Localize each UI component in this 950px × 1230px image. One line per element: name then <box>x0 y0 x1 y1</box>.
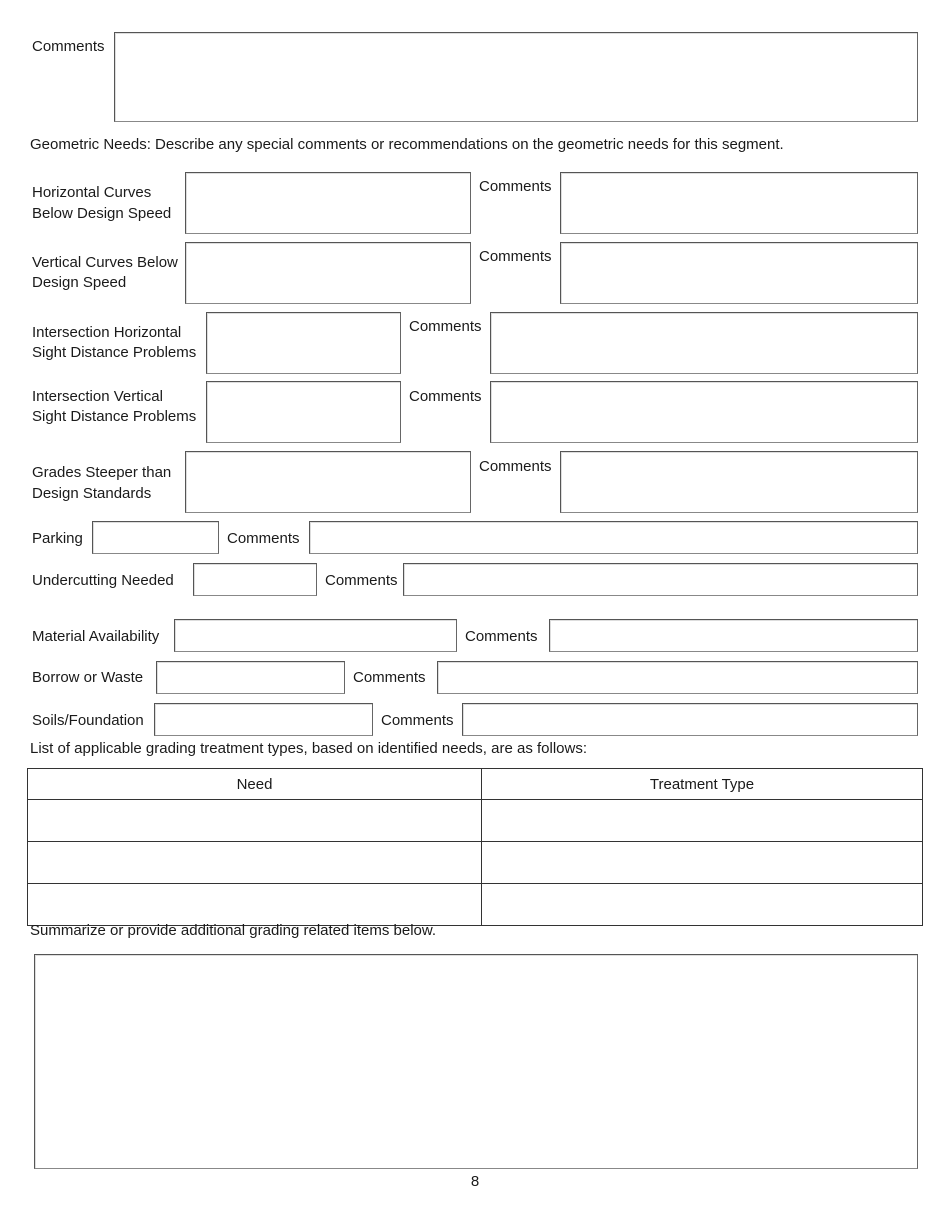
undercutting-input[interactable] <box>194 564 316 595</box>
horizontal-curves-comments-field[interactable] <box>560 172 918 234</box>
material-availability-comments-label: Comments <box>465 628 538 645</box>
intersection-vertical-field[interactable] <box>206 381 401 443</box>
soils-foundation-comments-field[interactable] <box>462 703 918 736</box>
summary-intro: Summarize or provide additional grading related items below. <box>30 922 437 939</box>
treatment-type-cell[interactable] <box>482 842 923 884</box>
intersection-vertical-input[interactable] <box>207 382 400 442</box>
vertical-curves-comments-field[interactable] <box>560 242 918 304</box>
intersection-horizontal-field[interactable] <box>206 312 401 374</box>
horizontal-curves-field[interactable] <box>185 172 471 234</box>
vertical-curves-field[interactable] <box>185 242 471 304</box>
summary-input[interactable] <box>35 955 917 1168</box>
soils-foundation-input[interactable] <box>155 704 372 735</box>
table-row <box>28 884 923 926</box>
top-comments-label: Comments <box>32 38 105 55</box>
grades-steeper-comments-field[interactable] <box>560 451 918 513</box>
intersection-vertical-label-1: Intersection Vertical <box>32 388 163 405</box>
undercutting-field[interactable] <box>193 563 317 596</box>
treatment-need-cell[interactable] <box>28 884 482 926</box>
material-availability-field[interactable] <box>174 619 457 652</box>
vertical-curves-label-2: Design Speed <box>32 274 127 291</box>
material-availability-comments-input[interactable] <box>550 620 917 651</box>
geometric-needs-intro: Geometric Needs: Describe any special comments or recommendations on the geometric needs for this segment. <box>30 136 784 153</box>
parking-label: Parking <box>32 530 83 547</box>
page-number: 8 <box>470 1173 480 1190</box>
parking-comments-field[interactable] <box>309 521 918 554</box>
grades-steeper-field[interactable] <box>185 451 471 513</box>
treatment-type-cell[interactable] <box>482 800 923 842</box>
parking-input[interactable] <box>93 522 218 553</box>
top-comments-field[interactable] <box>114 32 918 122</box>
treatment-need-cell[interactable] <box>28 800 482 842</box>
borrow-waste-label: Borrow or Waste <box>32 669 144 686</box>
horizontal-curves-label-1: Horizontal Curves <box>32 184 152 201</box>
grades-steeper-comments-label: Comments <box>479 458 552 475</box>
undercutting-comments-input[interactable] <box>404 564 917 595</box>
treatment-type-cell[interactable] <box>482 884 923 926</box>
intersection-horizontal-comments-label: Comments <box>409 318 482 335</box>
treatment-header-need: Need <box>28 769 482 800</box>
intersection-horizontal-comments-field[interactable] <box>490 312 918 374</box>
soils-foundation-label: Soils/Foundation <box>32 712 144 729</box>
vertical-curves-label-1: Vertical Curves Below <box>32 254 178 271</box>
material-availability-input[interactable] <box>175 620 456 651</box>
material-availability-comments-field[interactable] <box>549 619 918 652</box>
intersection-horizontal-label-1: Intersection Horizontal <box>32 324 182 341</box>
grades-steeper-label-1: Grades Steeper than <box>32 464 172 481</box>
table-row <box>28 800 923 842</box>
borrow-waste-comments-input[interactable] <box>438 662 917 693</box>
horizontal-curves-input[interactable] <box>186 173 470 233</box>
vertical-curves-comments-input[interactable] <box>561 243 917 303</box>
treatment-table <box>27 768 923 926</box>
summary-field[interactable] <box>34 954 918 1169</box>
undercutting-comments-field[interactable] <box>403 563 918 596</box>
parking-comments-label: Comments <box>227 530 300 547</box>
undercutting-comments-label: Comments <box>325 572 398 589</box>
horizontal-curves-comments-input[interactable] <box>561 173 917 233</box>
intersection-vertical-label-2: Sight Distance Problems <box>32 408 197 425</box>
borrow-waste-comments-field[interactable] <box>437 661 918 694</box>
grades-steeper-input[interactable] <box>186 452 470 512</box>
horizontal-curves-comments-label: Comments <box>479 178 552 195</box>
borrow-waste-comments-label: Comments <box>353 669 426 686</box>
soils-foundation-field[interactable] <box>154 703 373 736</box>
borrow-waste-input[interactable] <box>157 662 344 693</box>
material-availability-label: Material Availability <box>32 628 160 645</box>
treatment-need-cell[interactable] <box>28 842 482 884</box>
treatment-header-type: Treatment Type <box>482 769 923 800</box>
horizontal-curves-label-2: Below Design Speed <box>32 205 172 222</box>
intersection-vertical-comments-input[interactable] <box>491 382 917 442</box>
soils-foundation-comments-input[interactable] <box>463 704 917 735</box>
intersection-horizontal-input[interactable] <box>207 313 400 373</box>
borrow-waste-field[interactable] <box>156 661 345 694</box>
top-comments-input[interactable] <box>115 33 917 121</box>
vertical-curves-comments-label: Comments <box>479 248 552 265</box>
intersection-vertical-comments-field[interactable] <box>490 381 918 443</box>
treatment-intro: List of applicable grading treatment types, based on identified needs, are as follows: <box>30 740 588 757</box>
parking-field[interactable] <box>92 521 219 554</box>
undercutting-label: Undercutting Needed <box>32 572 174 589</box>
intersection-horizontal-comments-input[interactable] <box>491 313 917 373</box>
soils-foundation-comments-label: Comments <box>381 712 454 729</box>
table-row <box>28 842 923 884</box>
intersection-horizontal-label-2: Sight Distance Problems <box>32 344 197 361</box>
vertical-curves-input[interactable] <box>186 243 470 303</box>
parking-comments-input[interactable] <box>310 522 917 553</box>
intersection-vertical-comments-label: Comments <box>409 388 482 405</box>
grades-steeper-comments-input[interactable] <box>561 452 917 512</box>
grades-steeper-label-2: Design Standards <box>32 485 152 502</box>
treatment-table-header-row <box>28 769 923 800</box>
